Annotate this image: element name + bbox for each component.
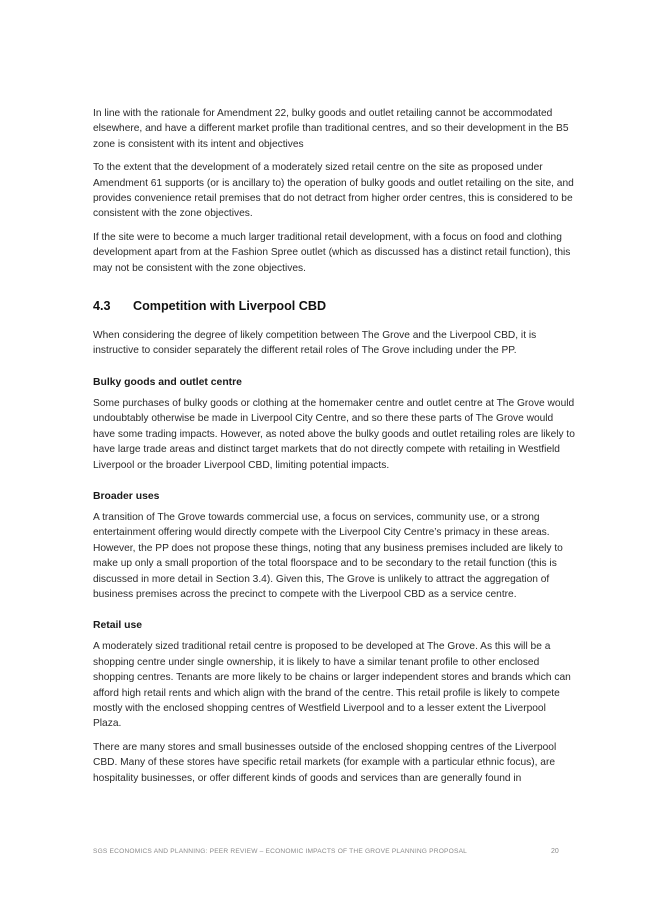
paragraph-retail-use-1: A moderately sized traditional retail centre is proposed to be developed at The Grove. As this will be a shopping centre under single ownership, it is likely to have a similar tenant profile to other enclosed shopping centres. Tenants are more likely to be chains or larger independent stores and brands which can afford high retail rents and which align with the brand of the centre. This retail profile is likely to compete mostly with the enclosed shopping centres of Westfield Liverpool and to a lesser extent the Liverpool Plaza. xyxy=(93,641,571,730)
paragraph-retail-use-2: There are many stores and small businesses outside of the enclosed shopping centres of the Liverpool CBD. Many of these stores have specific retail markets (for example with a particular ethnic focus), are hospitality businesses, or offer different kinds of goods and services than are generally found in xyxy=(93,741,557,784)
paragraph-amendment-61: To the extent that the development of a moderately sized retail centre on the site as proposed under Amendment 61 supports (or is ancillary to) the operation of bulky goods and outlet retailing on the site, and provides convenience retail premises that do not detract from higher order centres, this is considered to be consistent with the zone objectives. xyxy=(93,162,574,220)
page-body xyxy=(93,106,576,794)
section-heading xyxy=(93,298,576,314)
section-title: Competition with Liverpool CBD xyxy=(133,299,327,314)
paragraph-amendment-22: In line with the rationale for Amendment 22, bulky goods and outlet retailing cannot be accommodated elsewhere, and have a different market profile than traditional centres, and so their development in the B5 zone is consistent with its intent and objectives xyxy=(93,108,569,150)
section-intro: When considering the degree of likely competition between The Grove and the Liverpool CBD, it is instructive to consider separately the different retail roles of The Grove including under the PP. xyxy=(93,330,537,357)
paragraph-larger-development: If the site were to become a much larger traditional retail development, with a focus on food and clothing development apart from at the Fashion Spree outlet (which as discussed has a distinct retail function), this may not be consistent with the zone objectives. xyxy=(93,231,571,274)
paragraph-bulky-goods: Some purchases of bulky goods or clothing at the homemaker centre and outlet centre at The Grove would undoubtably otherwise be made in Liverpool City Centre, and so there these parts of The Grove would have some trading impacts. However, as noted above the bulky goods and outlet retailing roles are likely to have large trade areas and distinct target markets that do not directly compete with retailing in Westfield Liverpool or the broader Liverpool CBD, limiting potential impacts. xyxy=(93,397,575,471)
page-footer: SGS ECONOMICS AND PLANNING: PEER REVIEW – ECONOMIC IMPACTS OF THE GROVE PLANNING PROPOSAL xyxy=(93,848,468,855)
section-number: 4.3 xyxy=(93,299,111,314)
page-number: 20 xyxy=(551,848,559,855)
subheading-retail-use: Retail use xyxy=(93,620,143,632)
subheading-bulky-goods: Bulky goods and outlet centre xyxy=(93,376,242,388)
subheading-broader-uses: Broader uses xyxy=(93,490,160,502)
paragraph-broader-uses: A transition of The Grove towards commercial use, a focus on services, community use, or a strong entertainment offering would directly compete with the Liverpool City Centre’s primacy in these areas. However, the PP does not propose these things, noting that any business premises included are likely to make up only a small proportion of the total floorspace and to be secondary to the retail function (this is discussed in more detail in Section 3.4). Given this, The Grove is unlikely to attract the aggregation of business premises across the precinct to compete with the Liverpool CBD as a service centre. xyxy=(93,511,563,600)
